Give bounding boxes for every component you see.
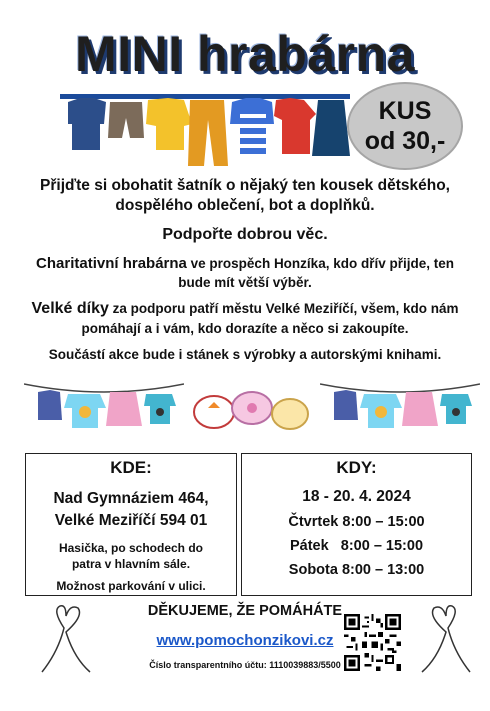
support-text: Podpořte dobrou věc. [162,226,328,243]
charity-rest: ve prospěch Honzíka, kdo dřív přijde, ten bude mít větší výběr. [178,256,454,290]
address-line1: Nad Gymnáziem 464, [53,490,209,507]
charity-bold: Charitativní hrabárna [36,255,187,272]
thanks-text [14,299,476,339]
when-box [241,453,472,596]
dress-item [312,100,350,156]
sweater-item [146,98,192,150]
red-shirt-item [274,98,316,154]
stand-text: Součástí akce bude i stánek s výrobky a autorskými knihami. [48,347,442,362]
schedule-row [242,562,471,578]
schedule-hours: 8:00 – 15:00 [340,538,424,554]
parking-text: Možnost parkování v ulici. [56,579,206,593]
where-heading: KDE: [110,458,152,477]
website-link[interactable]: www.pomochonzikovi.cz [156,632,334,649]
baby-bodysuits-illustration [190,384,312,440]
schedule-day: Pátek [289,538,329,554]
address [26,488,236,532]
schedule-day: Sobota [288,562,338,578]
schedule-hours: 8:00 – 15:00 [342,514,425,530]
directions-text: Hasička, po schodech do patra v hlavním sále. [58,541,204,571]
jacket-item [68,98,106,150]
thanks-bold: Velké díky [31,300,109,317]
schedule-hours: 8:00 – 13:00 [341,562,425,578]
page-title: MINI hrabárna [75,26,415,82]
clothes-rack-illustration [60,84,350,174]
address-line2: Velké Meziříčí 594 01 [54,512,208,529]
clothesline-illustration-left [24,378,184,442]
pants-item [188,100,228,166]
price-badge [347,82,463,170]
where-box [25,453,237,596]
charity-text [20,254,470,292]
price-badge-line1: KUS [378,97,432,125]
thanks-rest: za podporu patří městu Velké Meziříčí, všem, kdo nám pomáhají a i vám, kdo dorazíte a něco si zakoupíte. [81,301,459,336]
rack-bar [60,94,350,99]
clothesline-illustration-right [320,378,480,442]
event-dates: 18 - 20. 4. 2024 [302,488,411,505]
shorts-item [108,102,144,138]
schedule-row [242,514,471,530]
schedule-day: Čtvrtek [288,514,339,530]
price-badge-line2: od 30,- [364,127,446,155]
qr-code[interactable] [344,614,401,671]
thanks-heading: DĚKUJEME, ŽE POMÁHÁTE [147,603,343,619]
schedule-row [242,538,471,554]
account-number: Číslo transparentního účtu: 1110039883/5500 [149,660,341,670]
invite-text: Přijďte si obohatit šatník o nějaký ten kousek dětského, dospělého oblečení, bot a doplňků. [40,177,450,214]
when-heading: KDY: [336,458,377,477]
